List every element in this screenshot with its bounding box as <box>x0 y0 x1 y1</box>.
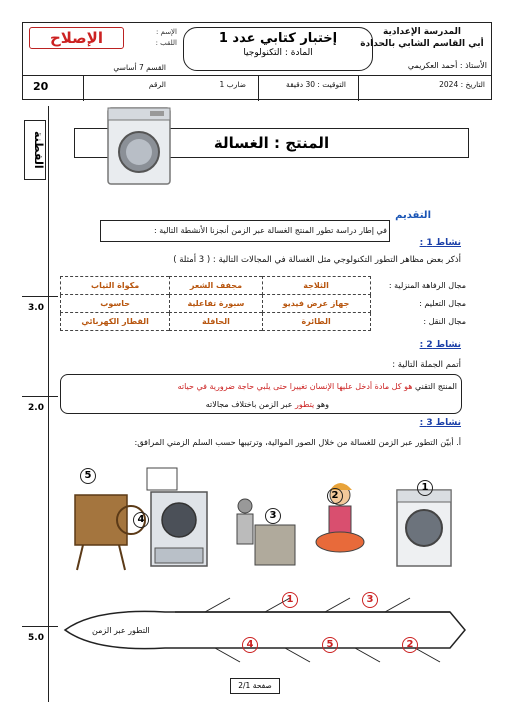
school-line-1: المدرسة الإعدادية <box>383 27 461 37</box>
row-label: مجال الرفاهة المنزلية : <box>388 281 466 290</box>
table-row <box>61 277 471 295</box>
timeline-answer: 5 <box>322 637 338 653</box>
sidebar-label: الفطنة <box>24 120 46 180</box>
name-label: الإسم : <box>155 28 177 36</box>
evolution-images <box>55 460 465 580</box>
header-sep <box>258 75 259 101</box>
image-number: 1 <box>417 480 433 496</box>
sentence-word: وهو <box>316 400 329 409</box>
score-arrow <box>22 626 58 627</box>
school-name <box>357 26 487 50</box>
surname-label: اللقب : <box>155 39 177 47</box>
sentence-line-1 <box>178 382 457 391</box>
class-label: القسم 7 أساسي <box>113 63 166 72</box>
timeline-answer: 2 <box>402 637 418 653</box>
activity-1-table <box>60 276 470 331</box>
intro-heading: التقديم <box>395 210 431 221</box>
sentence-answer-1: هو كل مادة أدخل عليها الإنسان تغييرا حتى يلبي حاجة ضرورية في حياته <box>177 382 413 391</box>
twin-washer-icon <box>147 468 207 566</box>
score-activity-1: 3.0 <box>28 303 44 313</box>
sentence-line-2 <box>206 400 329 409</box>
timeline-answer: 3 <box>362 592 378 608</box>
total-grade: 20 <box>33 80 49 93</box>
row-label: مجال النقل : <box>423 317 466 326</box>
table-row <box>61 295 471 313</box>
activity-2-title: نشاط 2 : <box>419 340 461 350</box>
answer-cell: جهاز عرض فيديو <box>262 295 370 313</box>
answer-cell: حاسوب <box>61 295 170 313</box>
teacher-name: الأستاذ : أحمد العكريمي <box>407 61 487 70</box>
answer-cell: مجفف الشعر <box>170 277 262 295</box>
subject-label: المادة : التكنولوجيا <box>243 48 313 58</box>
coefficient: ضارب 1 <box>219 80 246 89</box>
number-label: الرقم <box>148 80 166 89</box>
student-name-fields <box>127 27 177 49</box>
answer-cell: سبورة تفاعلية <box>170 295 262 313</box>
answer-cell: الطائرة <box>262 313 370 331</box>
sentence-start: المنتج التقني <box>414 382 457 391</box>
wooden-washer-icon <box>75 495 145 570</box>
row-label: مجال التعليم : <box>419 299 466 308</box>
front-load-washer-icon <box>397 490 451 566</box>
timeline-label: التطور عبر الزمن <box>92 626 150 635</box>
image-number: 2 <box>327 488 343 504</box>
score-arrow <box>22 296 58 297</box>
correction-stamp: الإصلاح <box>29 27 124 49</box>
score-activity-3: 5.0 <box>28 633 44 643</box>
page-number: صفحة 2/1 <box>230 678 280 694</box>
score-activity-2: 2.0 <box>28 403 44 413</box>
activity-1-instruction: أذكر بعض مظاهر التطور التكنولوجي مثل الغسالة في المجالات التالية : ( 3 أمثلة ) <box>173 255 461 265</box>
answer-cell: القطار الكهربائي <box>61 313 170 331</box>
image-number: 3 <box>265 508 281 524</box>
exam-duration: التوقيت : 30 دقيقة <box>286 80 346 89</box>
exam-header <box>22 22 492 100</box>
activity-3-title: نشاط 3 : <box>419 418 461 428</box>
sentence-end: عبر الزمن باختلاف مجالاته <box>205 400 293 409</box>
intro-text: في إطار دراسة تطور المنتج الغسالة عبر الزمن أنجزنا الأنشطة التالية : <box>154 226 387 235</box>
activity-1-title: نشاط 1 : <box>419 238 461 248</box>
timeline-answer: 1 <box>282 592 298 608</box>
score-arrow <box>22 396 58 397</box>
washing-machine-icon <box>104 106 174 186</box>
product-title: المنتج : الغسالة <box>213 134 330 152</box>
exam-title: إختبار كتابي عدد 1 <box>218 31 338 46</box>
woman-washing-icon <box>237 499 295 565</box>
exam-date: التاريخ : 2024 <box>439 80 485 89</box>
header-sep <box>83 75 84 101</box>
activity-2-instruction: أتمم الجملة التالية : <box>392 360 461 370</box>
exam-title-box <box>183 27 373 71</box>
answer-cell: الثلاجة <box>262 277 370 295</box>
answer-cell: مكواة الثياب <box>61 277 170 295</box>
table-row <box>61 313 471 331</box>
timeline-answer: 4 <box>242 637 258 653</box>
activity-3-instruction: أ. أبيّن التطور عبر الزمن للغسالة من خلال الصور الموالية، وترتيبها حسب السلم الزمني المرافق: <box>134 437 461 447</box>
image-number: 4 <box>133 512 149 528</box>
school-line-2: أبي القاسم الشابي بالحدادة <box>360 39 484 49</box>
header-divider <box>23 75 491 76</box>
header-sep <box>358 75 359 101</box>
image-number: 5 <box>80 468 96 484</box>
sentence-answer-2: يتطور <box>295 400 315 409</box>
answer-cell: الحافلة <box>170 313 262 331</box>
